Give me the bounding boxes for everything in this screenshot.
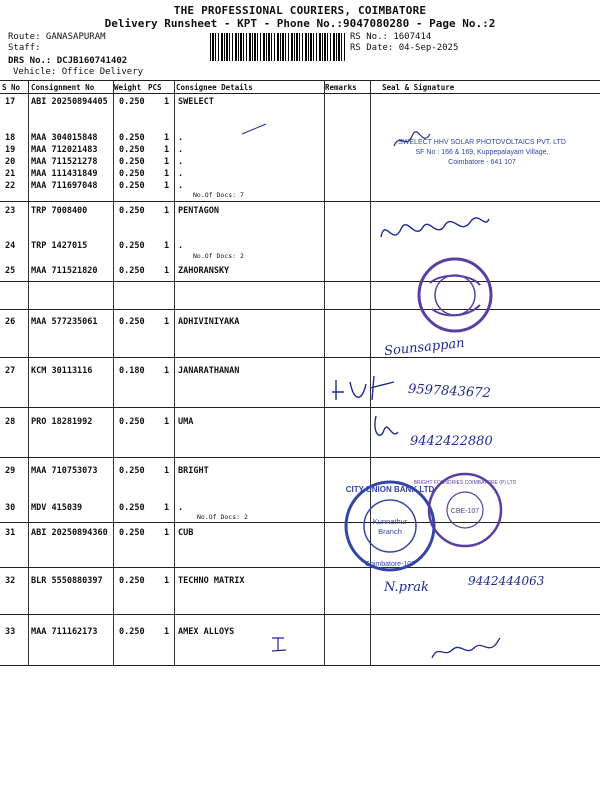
row-details: . [178,503,184,513]
barcode [210,33,347,61]
row-details: . [178,157,184,167]
row-details: TECHNO MATRIX [178,576,245,586]
route-label: Route: GANASAPURAM [8,32,106,42]
row-details: JANARATHANAN [178,366,240,376]
th-weight: Weight [114,83,142,92]
row-details: . [178,181,184,191]
row-consignment: ABI 20250894405 [31,97,108,107]
row-consignment: MAA 711521278 [31,157,98,167]
row-details: ADHIVINIYAKA [178,317,240,327]
zahoransky-round-stamp [410,255,500,335]
swelect-signature-scribble [392,130,432,152]
row-weight: 0.250 [119,317,145,327]
bright-ring-text: BRIGHT FOUNDRIES COIMBATORE (P) LTD [413,480,517,486]
row-weight: 0.250 [119,157,145,167]
row-details: AMEX ALLOYS [178,627,235,637]
row-weight: 0.250 [119,417,145,427]
uma-signature [370,412,400,446]
cub-center-text: Kunnathur [372,517,408,526]
row-divider [0,457,600,458]
row-sno: 22 [5,181,16,191]
row-sno: 24 [5,241,16,251]
tick-mark [240,122,270,136]
row-weight: 0.250 [119,266,145,276]
row-details: . [178,145,184,155]
row-pcs: 1 [164,206,170,216]
row-consignment: MAA 712021483 [31,145,98,155]
row-divider [0,201,600,202]
row-pcs: 1 [164,181,170,191]
row-divider [0,357,600,358]
row-consignment: ABI 20250894360 [31,528,108,538]
row-details: PENTAGON [178,206,219,216]
row-pcs: 1 [164,241,170,251]
th-sno: S No [2,83,21,92]
row-weight: 0.250 [119,181,145,191]
row-sno: 33 [5,627,16,637]
row-sno: 27 [5,366,16,376]
row-sno: 31 [5,528,16,538]
row-details: CUB [178,528,194,538]
row-pcs: 1 [164,528,170,538]
row-weight: 0.250 [119,145,145,155]
row-pcs: 1 [164,503,170,513]
row-consignment: MAA 711162173 [31,627,98,637]
rs-date: RS Date: 04-Sep-2025 [350,43,459,53]
row-consignment: MAA 710753073 [31,466,98,476]
pentagon-signature [375,207,495,252]
row-weight: 0.250 [119,97,145,107]
no-of-docs: No.Of Docs: 7 [193,191,244,199]
row-divider [0,614,600,615]
row-details: ZAHORANSKY [178,266,230,276]
no-of-docs: No.Of Docs: 2 [193,252,244,260]
stamp-line: Coimbatore - 641 107 [448,159,516,166]
row-pcs: 1 [164,145,170,155]
row-sno: 18 [5,133,16,143]
techno-phone: 9442444063 [468,574,545,588]
row-details: BRIGHT [178,466,209,476]
row-pcs: 1 [164,157,170,167]
amex-signature [430,634,505,664]
bright-foundries-stamp [413,470,517,560]
techno-signature: N.prak [384,580,429,595]
row-pcs: 1 [164,627,170,637]
cub-ring-text: CITY UNION BANK LTD [345,485,435,494]
stamp-line: SWELECT HHV SOLAR PHOTOVOLTAICS PVT. LTD [398,139,566,146]
row-consignment: BLR 5550880397 [31,576,103,586]
runsheet-subtitle: Delivery Runsheet - KPT - Phone No.:9047080280 - Page No.:2 [104,17,496,30]
row-weight: 0.250 [119,206,145,216]
no-of-docs: No.Of Docs: 2 [197,513,248,521]
row-weight: 0.250 [119,169,145,179]
row-pcs: 1 [164,97,170,107]
drs-number: DRS No.: DCJB160741402 [8,56,128,66]
row-sno: 29 [5,466,16,476]
bright-center-text: CBE-107 [450,508,480,515]
row-sno: 23 [5,206,16,216]
row-weight: 0.250 [119,576,145,586]
stamp-line: SF No : 166 & 169, Kuppepalayam Village, [415,149,549,156]
amex-initial-mark [268,634,292,654]
row-details: UMA [178,417,194,427]
row-divider [0,522,600,523]
company-title: THE PROFESSIONAL COURIERS, COIMBATORE [173,4,427,17]
row-sno: 26 [5,317,16,327]
row-weight: 0.250 [119,528,145,538]
row-pcs: 1 [164,466,170,476]
row-details: . [178,241,184,251]
staff-label: Staff: [8,43,41,53]
row-consignment: MAA 304015848 [31,133,98,143]
row-consignment: PRO 18281992 [31,417,93,427]
row-weight: 0.250 [119,627,145,637]
row-weight: 0.250 [119,466,145,476]
janarathanan-phone: 9597843672 [407,381,492,402]
row-sno: 32 [5,576,16,586]
row-sno: 25 [5,266,16,276]
row-consignment: TRP 7008400 [31,206,88,216]
row-pcs: 1 [164,266,170,276]
row-pcs: 1 [164,366,170,376]
row-details: SWELECT [178,97,214,107]
th-remarks: Remarks [325,83,357,92]
row-sno: 28 [5,417,16,427]
th-consignment: Consignment No [31,83,95,92]
th-pcs: PCS [148,83,162,92]
rs-number: RS No.: 1607414 [350,32,432,42]
row-consignment: MAA 577235061 [31,317,98,327]
row-sno: 17 [5,97,16,107]
row-sno: 21 [5,169,16,179]
cub-bottom-text: Coimbatore-107 [364,561,416,568]
row-weight: 0.250 [119,503,145,513]
cub-center-text: Branch [378,527,402,536]
row-weight: 0.250 [119,241,145,251]
row-pcs: 1 [164,417,170,427]
row-consignment: MAA 711521820 [31,266,98,276]
th-consignee: Consignee Details [176,83,253,92]
row-consignment: MAA 711697048 [31,181,98,191]
row-divider [0,407,600,408]
row-sno: 19 [5,145,16,155]
row-consignment: KCM 30113116 [31,366,93,376]
janarathanan-signature [330,372,400,406]
row-sno: 30 [5,503,16,513]
th-seal: Seal & Signature [382,83,455,92]
row-divider [0,309,600,310]
adhiviniyaka-signature: Sounsappan [383,335,466,360]
row-weight: 0.250 [119,133,145,143]
row-pcs: 1 [164,169,170,179]
vehicle-label: Vehicle: Office Delivery [13,67,144,77]
row-details: . [178,169,184,179]
row-consignment: TRP 1427015 [31,241,88,251]
row-consignment: MAA 111431849 [31,169,98,179]
row-pcs: 1 [164,576,170,586]
row-consignment: MDV 415039 [31,503,83,513]
uma-phone: 9442422880 [410,434,493,449]
row-weight: 0.180 [119,366,145,376]
row-sno: 20 [5,157,16,167]
row-details: . [178,133,184,143]
row-pcs: 1 [164,317,170,327]
row-pcs: 1 [164,133,170,143]
row-divider [0,567,600,568]
